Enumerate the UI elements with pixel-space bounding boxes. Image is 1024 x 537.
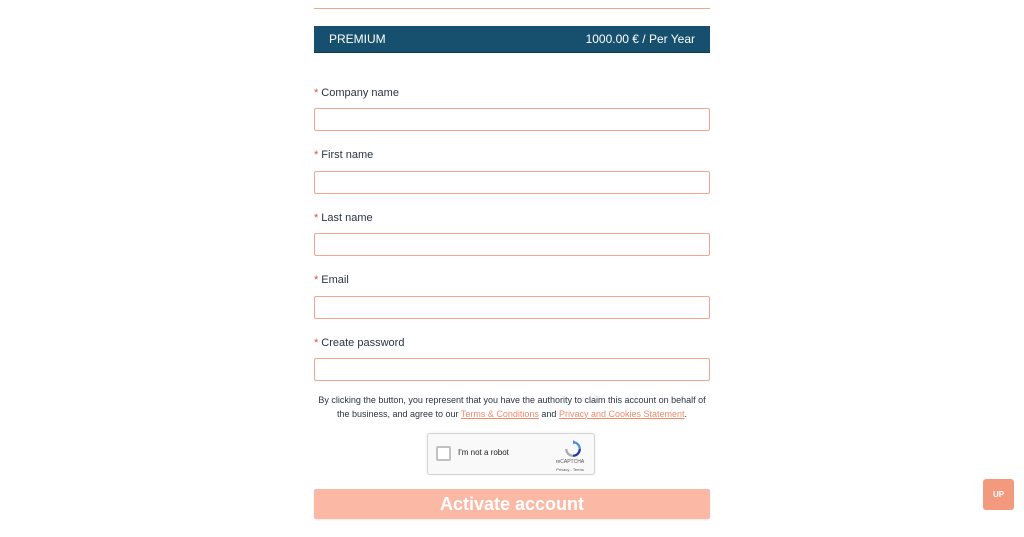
email-label-text: Email bbox=[321, 274, 349, 286]
disclaimer-text-after: . bbox=[684, 408, 688, 419]
last-name-label-text: Last name bbox=[321, 212, 373, 224]
last-name-label bbox=[314, 212, 373, 224]
activate-account-button[interactable]: Activate account bbox=[314, 489, 710, 519]
plan-summary-bar bbox=[314, 26, 710, 53]
email-label bbox=[314, 274, 349, 286]
required-mark: * bbox=[314, 274, 319, 286]
required-mark: * bbox=[314, 212, 319, 224]
email-input[interactable] bbox=[314, 296, 710, 319]
disclaimer-text-middle: and bbox=[538, 408, 559, 419]
recaptcha-terms[interactable]: Privacy - Terms bbox=[556, 467, 584, 472]
first-name-label-text: First name bbox=[321, 149, 374, 161]
plan-name: PREMIUM bbox=[329, 32, 386, 46]
recaptcha-brand: reCAPTCHA bbox=[555, 459, 585, 465]
password-label bbox=[314, 337, 404, 349]
last-name-input[interactable] bbox=[314, 233, 710, 256]
recaptcha-checkbox[interactable] bbox=[436, 446, 451, 461]
first-name-input[interactable] bbox=[314, 171, 710, 194]
password-input[interactable] bbox=[314, 358, 710, 381]
recaptcha-label: I'm not a robot bbox=[458, 448, 509, 457]
disclaimer-text-before: By clicking the button, you represent that you have the authority to claim this account on behalf of the business, and agree to our bbox=[318, 395, 706, 419]
recaptcha-widget bbox=[427, 433, 595, 475]
required-mark: * bbox=[314, 149, 319, 161]
scroll-up-button[interactable]: UP bbox=[983, 479, 1014, 510]
company-name-label bbox=[314, 87, 399, 99]
privacy-statement-link[interactable]: Privacy and Cookies Statement bbox=[558, 408, 685, 419]
authority-disclaimer bbox=[314, 394, 710, 421]
company-name-input[interactable] bbox=[314, 108, 710, 131]
password-label-text: Create password bbox=[321, 337, 405, 349]
company-name-label-text: Company name bbox=[321, 87, 399, 99]
terms-conditions-link[interactable]: Terms & Conditions bbox=[460, 408, 539, 419]
top-divider bbox=[314, 8, 710, 9]
required-mark: * bbox=[314, 87, 319, 99]
plan-price: 1000.00 € / Per Year bbox=[585, 32, 695, 46]
first-name-label bbox=[314, 149, 373, 161]
required-mark: * bbox=[314, 337, 319, 349]
recaptcha-logo-icon bbox=[564, 440, 582, 458]
